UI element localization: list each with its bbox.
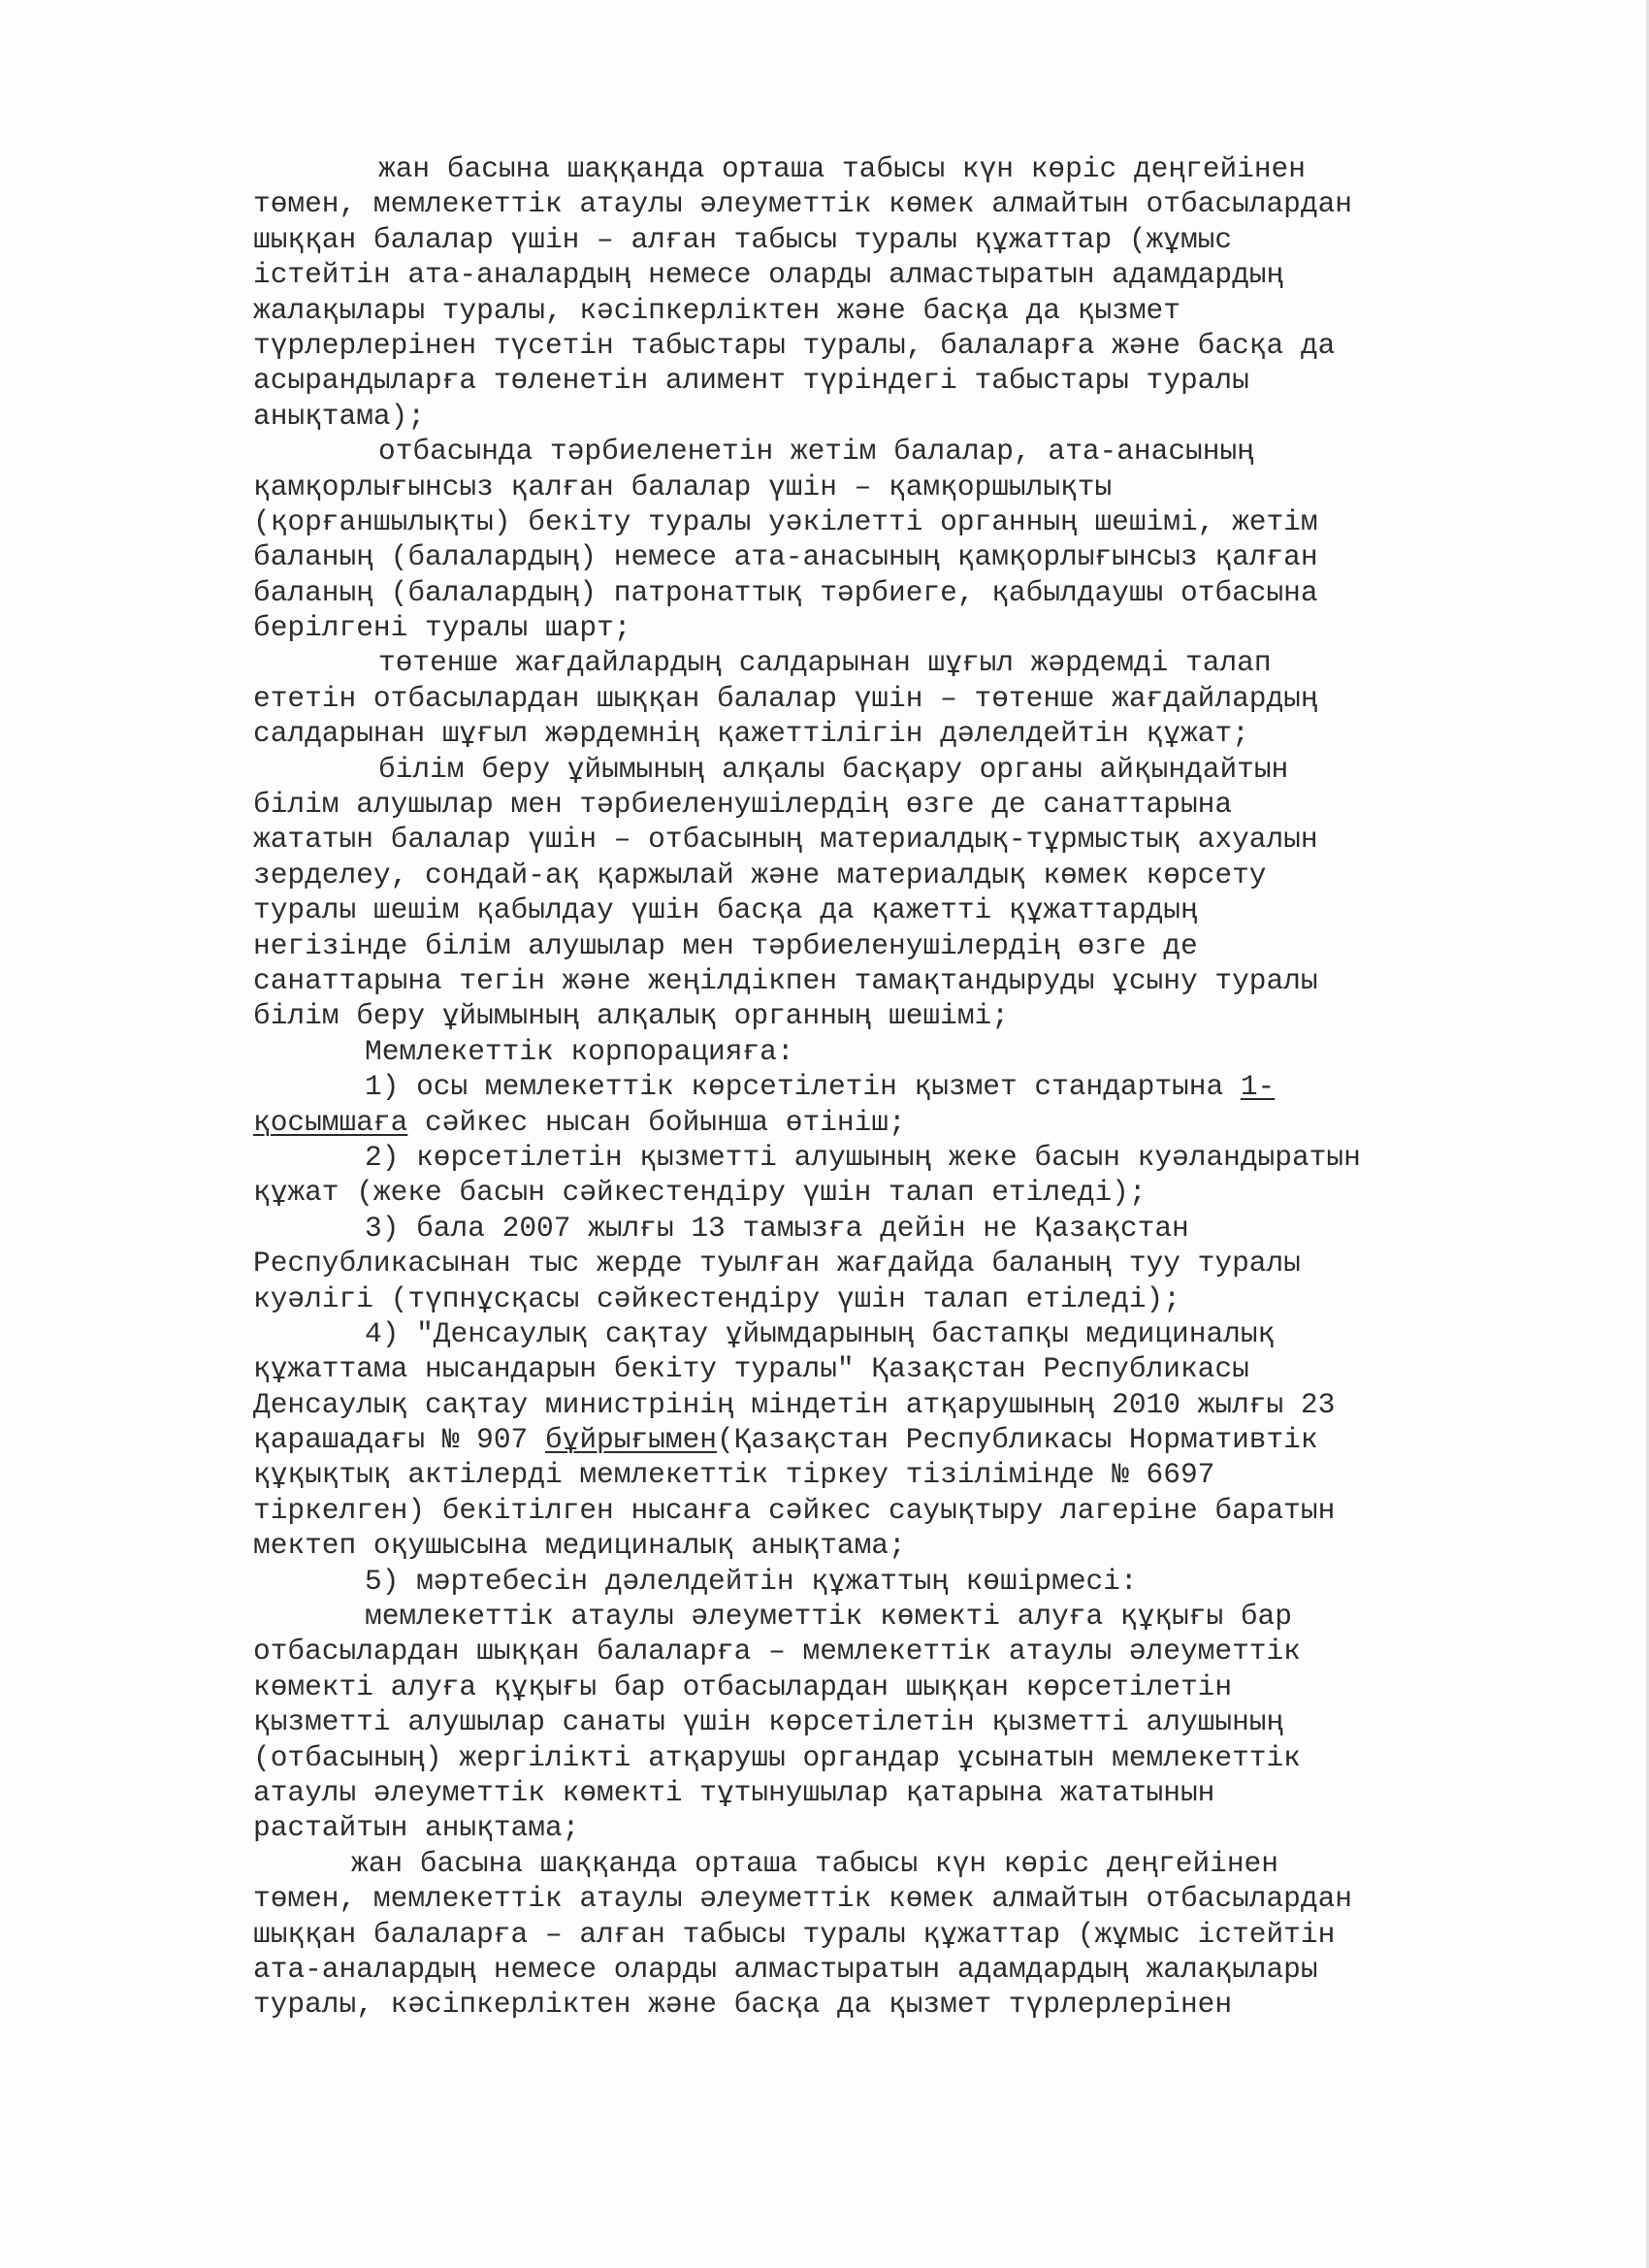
text-line bbox=[253, 1175, 1524, 1210]
text-line bbox=[253, 186, 1524, 221]
line-text: мектеп оқушысына медициналық анықтама; bbox=[253, 1529, 906, 1563]
line-text: төмен, мемлекеттік атаулы әлеуметтік көмек алмайтын отбасылардан bbox=[253, 1882, 1352, 1916]
text-line bbox=[253, 257, 1524, 292]
line-text: жан басына шаққанда орташа табысы күн көріс деңгейінен bbox=[351, 1846, 1278, 1880]
line-text: баланың (балалардың) немесе ата-анасының қамқорлығынсыз қалған bbox=[253, 540, 1318, 574]
line-text: жататын балалар үшін – отбасының материалдық-тұрмыстық ахуалын bbox=[253, 823, 1318, 857]
line-text: отбасылардан шыққан балаларға – мемлекеттік атаулы әлеуметтік bbox=[253, 1635, 1301, 1669]
line-text: негізінде білім алушылар мен тәрбиеленушілердің өзге де bbox=[253, 928, 1198, 962]
line-text: салдарынан шұғыл жәрдемнің қажеттілігін дәлелдейтін құжат; bbox=[253, 717, 1249, 751]
line-text: білім алушылар мен тәрбиеленушілердің өзге де санаттарына bbox=[253, 788, 1233, 822]
text-line bbox=[253, 504, 1524, 539]
text-line bbox=[253, 1704, 1524, 1739]
line-text: куәлігі (түпнұсқасы сәйкестендіру үшін талап етіледі); bbox=[253, 1281, 1180, 1315]
text-line bbox=[253, 716, 1524, 751]
text-line bbox=[253, 363, 1524, 398]
line-text: (қорғаншылықты) бекіту туралы уәкілетті органның шешімі, жетім bbox=[253, 504, 1318, 538]
line-text-after-link: сәйкес нысан бойынша өтініш; bbox=[407, 1105, 906, 1139]
line-text: асырандыларға төленетін алимент түріндегі табыстары туралы bbox=[253, 364, 1249, 398]
line-text: атаулы әлеуметтік көмекті тұтынушылар қатарына жататынын bbox=[253, 1775, 1215, 1809]
line-text: зерделеу, сондай-ақ қаржылай және материалдық көмек көрсету bbox=[253, 858, 1267, 891]
text-line bbox=[253, 1493, 1524, 1528]
text-line bbox=[253, 1281, 1524, 1316]
line-text: қызметті алушылар санаты үшін көрсетілетін қызметті алушының bbox=[253, 1705, 1284, 1739]
line-text: қарашадағы № 907 bbox=[253, 1423, 545, 1457]
text-line bbox=[253, 1069, 1524, 1104]
text-line bbox=[253, 222, 1524, 257]
line-text: 2) көрсетілетін қызметті алушының жеке басын куәландыратын bbox=[365, 1140, 1361, 1174]
line-text: (отбасының) жергілікті атқарушы органдар ұсынатын мемлекеттік bbox=[253, 1740, 1301, 1774]
line-text: растайтын анықтама; bbox=[253, 1811, 580, 1845]
text-line bbox=[253, 575, 1524, 610]
line-text: Мемлекеттік корпорацияға: bbox=[365, 1034, 794, 1068]
text-line bbox=[253, 963, 1524, 998]
reference-link[interactable]: бұйрығымен bbox=[544, 1423, 717, 1457]
text-line bbox=[253, 1775, 1524, 1810]
text-line bbox=[253, 1740, 1524, 1775]
line-text: құжат (жеке басын сәйкестендіру үшін талап етіледі); bbox=[253, 1176, 1147, 1210]
line-text: тіркелген) бекітілген нысанға сәйкес сауықтыру лагеріне баратын bbox=[253, 1493, 1336, 1527]
line-text: шыққан балаларға – алған табысы туралы құжаттар (жұмыс істейтін bbox=[253, 1917, 1336, 1951]
line-text: 4) "Денсаулық сақтау ұйымдарының бастапқы медициналық bbox=[365, 1316, 1276, 1350]
line-text: анықтама); bbox=[253, 399, 426, 433]
line-text: баланың (балалардың) патронаттық тәрбиеге, қабылдаушы отбасына bbox=[253, 575, 1318, 609]
text-line bbox=[253, 892, 1524, 927]
text-line bbox=[253, 822, 1524, 857]
text-line bbox=[253, 1246, 1524, 1280]
line-text: ететін отбасылардан шыққан балалар үшін – төтенше жағдайлардың bbox=[253, 681, 1318, 715]
line-text: құқықтық актілерді мемлекеттік тіркеу тізілімінде № 6697 bbox=[253, 1458, 1215, 1492]
reference-link[interactable]: 1- bbox=[1240, 1070, 1276, 1104]
text-line bbox=[253, 787, 1524, 822]
line-text: білім беру ұйымының алқалық органның шешімі; bbox=[253, 999, 1009, 1033]
line-text: берілгені туралы шарт; bbox=[253, 611, 631, 645]
text-line bbox=[253, 1351, 1524, 1386]
line-text: туралы шешім қабылдау үшін басқа да қажетті құжаттардың bbox=[253, 893, 1198, 927]
text-line bbox=[253, 752, 1524, 787]
text-line bbox=[253, 1564, 1524, 1599]
text-line bbox=[253, 293, 1524, 328]
text-line bbox=[253, 1105, 1524, 1140]
text-line bbox=[253, 1140, 1524, 1175]
text-line bbox=[253, 1387, 1524, 1422]
text-line bbox=[253, 1528, 1524, 1563]
line-text: көмекті алуға құқығы бар отбасылардан шыққан көрсетілетін bbox=[253, 1669, 1233, 1703]
line-text: шыққан балалар үшін – алған табысы туралы құжаттар (жұмыс bbox=[253, 222, 1233, 256]
text-line bbox=[253, 1669, 1524, 1704]
text-line bbox=[253, 434, 1524, 469]
text-line bbox=[253, 399, 1524, 434]
line-text: білім беру ұйымының алқалы басқару органы айқындайтын bbox=[378, 752, 1289, 786]
text-line bbox=[253, 539, 1524, 574]
text-line bbox=[253, 1952, 1524, 1987]
document-body bbox=[253, 151, 1524, 2023]
text-line bbox=[253, 1034, 1524, 1069]
text-line bbox=[253, 610, 1524, 645]
line-text: Республикасынан тыс жерде туылған жағдайда баланың туу туралы bbox=[253, 1247, 1301, 1280]
line-text: төтенше жағдайлардың салдарынан шұғыл жәрдемді талап bbox=[378, 646, 1272, 680]
line-text: жан басына шаққанда орташа табысы күн көріс деңгейінен bbox=[378, 152, 1306, 185]
line-text: түрлерлерінен түсетін табыстары туралы, балаларға және басқа да bbox=[253, 328, 1336, 362]
text-line bbox=[253, 1917, 1524, 1952]
line-text: 3) бала 2007 жылғы 13 тамызға дейін не Қазақстан bbox=[365, 1211, 1189, 1245]
line-text: жалақылары туралы, кәсіпкерліктен және басқа да қызмет bbox=[253, 293, 1180, 327]
text-line bbox=[253, 1316, 1524, 1351]
text-line bbox=[253, 645, 1524, 680]
line-text: Денсаулық сақтау министрінің міндетін атқарушының 2010 жылғы 23 bbox=[253, 1387, 1336, 1421]
line-text-after-link: (Қазақстан Республикасы Нормативтік bbox=[716, 1423, 1318, 1457]
line-text: ата-аналардың немесе оларды алмастыратын адамдардың жалақылары bbox=[253, 1952, 1318, 1986]
text-line bbox=[253, 998, 1524, 1033]
text-line bbox=[253, 1634, 1524, 1669]
line-text: қамқорлығынсыз қалған балалар үшін – қамқоршылықты bbox=[253, 470, 1113, 503]
text-line bbox=[253, 1211, 1524, 1246]
line-text: туралы, кәсіпкерліктен және басқа да қызмет түрлерлерінен bbox=[253, 1988, 1233, 2022]
text-line bbox=[253, 151, 1524, 186]
line-text: санаттарына тегін және жеңілдікпен тамақтандыруды ұсыну туралы bbox=[253, 963, 1318, 997]
text-line bbox=[253, 1846, 1524, 1881]
text-line bbox=[253, 1881, 1524, 1916]
text-line bbox=[253, 470, 1524, 504]
text-line bbox=[253, 858, 1524, 892]
text-line bbox=[253, 1457, 1524, 1492]
text-line bbox=[253, 1599, 1524, 1634]
line-text: отбасында тәрбиеленетін жетім балалар, ата-анасының bbox=[378, 435, 1254, 469]
text-line bbox=[253, 1422, 1524, 1457]
line-text: 5) мәртебесін дәлелдейтін құжаттың көшірмесі: bbox=[365, 1564, 1138, 1598]
line-text: құжаттама нысандарын бекіту туралы" Қазақстан Республикасы bbox=[253, 1352, 1249, 1386]
line-text: мемлекеттік атаулы әлеуметтік көмекті алуға құқығы бар bbox=[365, 1600, 1292, 1634]
text-line bbox=[253, 1810, 1524, 1845]
line-text: 1) осы мемлекеттік көрсетілетін қызмет стандартына bbox=[365, 1070, 1241, 1104]
text-line bbox=[253, 681, 1524, 716]
line-text: төмен, мемлекеттік атаулы әлеуметтік көмек алмайтын отбасылардан bbox=[253, 187, 1352, 221]
reference-link[interactable]: қосымшаға bbox=[253, 1105, 408, 1139]
line-text: істейтін ата-аналардың немесе оларды алмастыратын адамдардың bbox=[253, 258, 1284, 292]
text-line bbox=[253, 328, 1524, 363]
text-line bbox=[253, 1987, 1524, 2022]
text-line bbox=[253, 928, 1524, 963]
